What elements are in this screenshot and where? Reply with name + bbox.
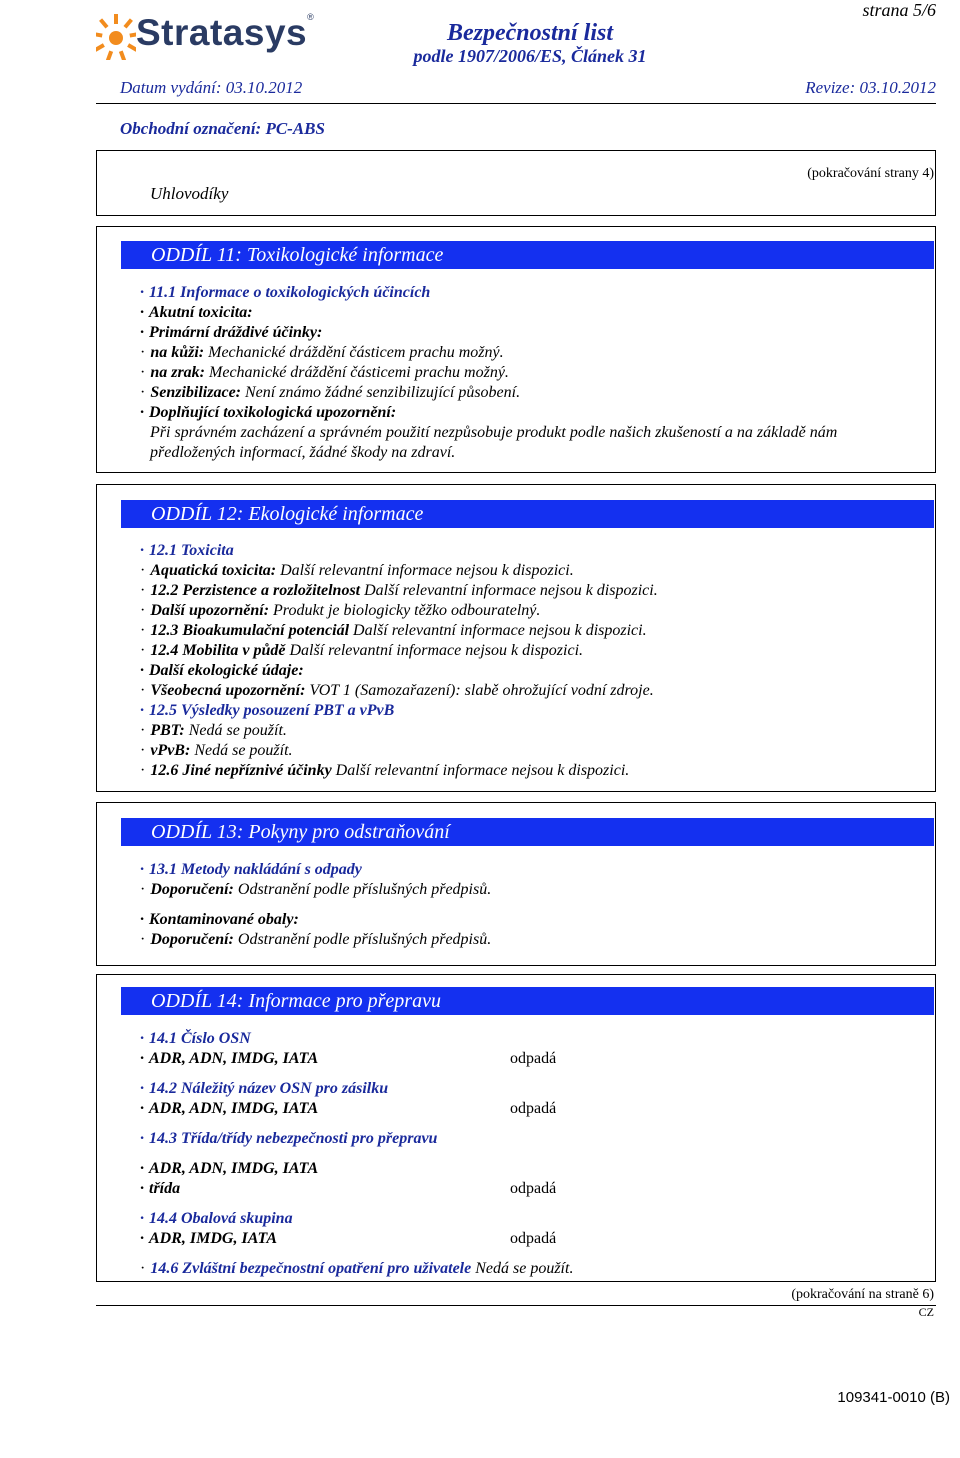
s14-line: · 14.6 Zvláštní bezpečnostní opatření pro uživatele Nedá se použít. (140, 1259, 573, 1279)
s12-line: · 12.2 Perzistence a rozložitelnost Další relevantní informace nejsou k dispozici. (140, 581, 658, 601)
document-code: 109341-0010 (B) (837, 1389, 950, 1406)
continuation-box (96, 150, 936, 216)
s13-line: · Kontaminované obaly: (140, 910, 299, 930)
section-12-title: ODDÍL 12: Ekologické informace (121, 500, 934, 528)
section-11-title: ODDÍL 11: Toxikologické informace (121, 241, 934, 269)
s11-line: Při správném zacházení a správném použití nezpůsobuje produkt podle našich zkušeností a na základě nám (150, 424, 838, 441)
s14-line: · 14.4 Obalová skupina (140, 1209, 293, 1229)
page-number: strana 5/6 (862, 0, 936, 20)
continued-to: (pokračování na straně 6) (791, 1287, 934, 1302)
s11-line: · Senzibilizace: Není známo žádné senzibilizující působení. (140, 383, 520, 403)
language-code: CZ (918, 1305, 934, 1319)
header-divider (96, 103, 936, 104)
s14-value: odpadá (510, 1180, 557, 1197)
footer-divider (96, 1305, 936, 1306)
s14-line: · 14.1 Číslo OSN (140, 1029, 251, 1049)
s12-line: · PBT: Nedá se použít. (140, 721, 287, 741)
s11-line: · 11.1 Informace o toxikologických účincích (140, 283, 430, 303)
issue-date: Datum vydání: 03.10.2012 (120, 78, 303, 97)
s14-line: · ADR, IMDG, IATA (140, 1229, 277, 1249)
s12-line: · Další ekologické údaje: (140, 661, 304, 681)
s12-line: · 12.5 Výsledky posouzení PBT a vPvB (140, 701, 394, 721)
section-14-title: ODDÍL 14: Informace pro přepravu (121, 987, 934, 1015)
s13-line: · Doporučení: Odstranění podle příslušných předpisů. (140, 880, 491, 900)
s12-line: · 12.6 Jiné nepříznivé účinky Další relevantní informace nejsou k dispozici. (140, 761, 629, 781)
s12-line: · vPvB: Nedá se použít. (140, 741, 293, 761)
s14-value: odpadá (510, 1100, 557, 1117)
prev-item: Uhlovodíky (150, 184, 229, 203)
document-subtitle: podle 1907/2006/ES, Článek 31 (413, 46, 647, 66)
revision-date: Revize: 03.10.2012 (805, 78, 936, 97)
s14-value: odpadá (510, 1230, 557, 1247)
s14-line: · ADR, ADN, IMDG, IATA (140, 1049, 318, 1069)
s14-line: · ADR, ADN, IMDG, IATA (140, 1159, 318, 1179)
trade-name: Obchodní označení: PC-ABS (120, 119, 325, 138)
s14-line: · třída (140, 1179, 180, 1199)
s12-line: · 12.1 Toxicita (140, 541, 234, 561)
s11-line: · na kůži: Mechanické dráždění částicem prachu možný. (140, 343, 504, 363)
s13-line: · Doporučení: Odstranění podle příslušných předpisů. (140, 930, 491, 950)
s14-line: · ADR, ADN, IMDG, IATA (140, 1099, 318, 1119)
s12-line: · Další upozornění: Produkt je biologicky těžko odbouratelný. (140, 601, 540, 621)
s14-line: · 14.2 Náležitý název OSN pro zásilku (140, 1079, 388, 1099)
continued-from: (pokračování strany 4) (807, 166, 934, 181)
document-title: Bezpečnostní list (446, 20, 614, 46)
s11-line: · Akutní toxicita: (140, 303, 253, 323)
section-13-title: ODDÍL 13: Pokyny pro odstraňování (121, 818, 934, 846)
s13-line: · 13.1 Metody nakládání s odpady (140, 860, 362, 880)
s11-line: předložených informací, žádné škody na zdraví. (150, 444, 456, 461)
s12-line: · Aquatická toxicita: Další relevantní informace nejsou k dispozici. (140, 561, 574, 581)
s14-line: · 14.3 Třída/třídy nebezpečnosti pro přepravu (140, 1129, 437, 1149)
s12-line: · 12.4 Mobilita v půdě Další relevantní informace nejsou k dispozici. (140, 641, 583, 661)
s12-line: · Všeobecná upozornění: VOT 1 (Samozařazení): slabě ohrožující vodní zdroje. (140, 681, 654, 701)
s11-line: · na zrak: Mechanické dráždění částicemi prachu možný. (140, 363, 509, 383)
s11-line: · Doplňující toxikologická upozornění: (140, 403, 396, 423)
s14-value: odpadá (510, 1050, 557, 1067)
s11-line: · Primární dráždivé účinky: (140, 323, 322, 343)
brand-name: Stratasys® (136, 12, 315, 53)
s12-line: · 12.3 Bioakumulační potenciál Další relevantní informace nejsou k dispozici. (140, 621, 647, 641)
